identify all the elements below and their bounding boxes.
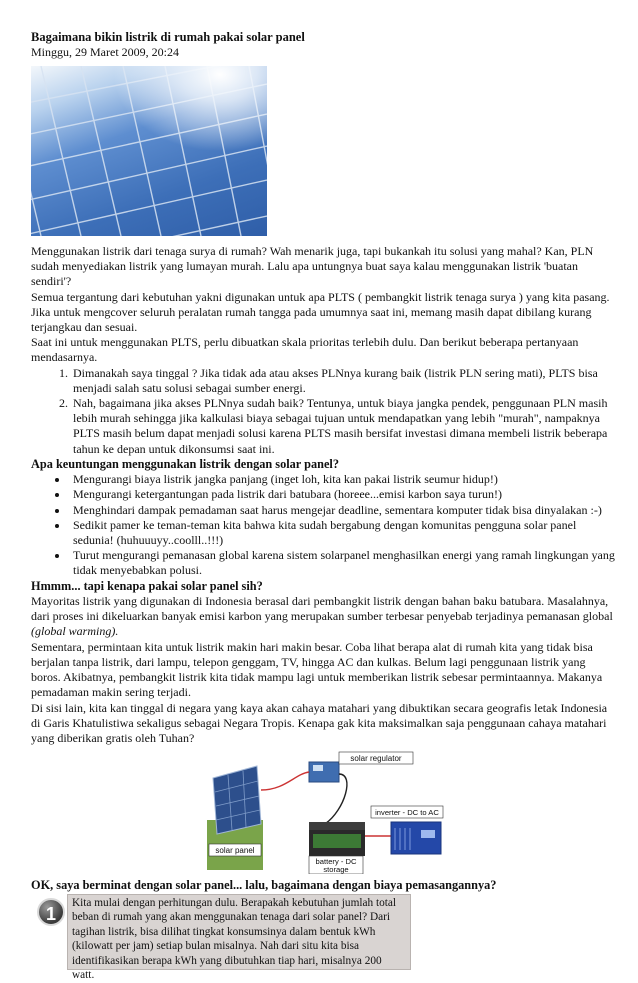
article <box>31 30 615 982</box>
step-callout <box>37 894 441 982</box>
list-item: • Turut mengurangi pemanasan global karena sistem solarpanel menghasilkan energi yang ramah lingkungan yang tidak menyebabkan polusi. <box>69 548 615 578</box>
intro-paragraph-2: Semua tergantung dari kebutuhan yakni digunakan untuk apa PLTS ( pembangkit listrik tenaga surya ) yang kita pasang. Jika untuk mengcover seluruh peralatan rumah tangga pada umumnya saat ini, memang masih dapat dibilang kurang terjangkau dan sesuai. <box>31 289 610 335</box>
regulator-label: solar regulator <box>350 754 402 764</box>
step-text: Kita mulai dengan perhitungan dulu. Berapakah kebutuhan jumlah total beban di rumah yang akan menggunakan tenaga dari solar panel? Dari tagihan listrik, bisa dilihat tingkat konsumsinya dalam bentuk kWh (kilowatt per jam) setiap bulan misalnya. Nah dari situ kita bisa identifikasikan berapa kWh yang dibutuhkan tiap hari, misalnya 200 watt. <box>67 894 411 970</box>
advantages-list <box>31 472 615 578</box>
solar-system-diagram <box>205 750 445 874</box>
questions-list <box>31 366 615 457</box>
battery-label-line-2: storage <box>323 865 349 875</box>
article-title: Bagaimana bikin listrik di rumah pakai solar panel <box>31 30 305 44</box>
list-item: • Mengurangi ketergantungan pada listrik dari batubara (horeee...emisi karbon saya turun!) <box>69 487 615 502</box>
intro-paragraph-1: Menggunakan listrik dari tenaga surya di rumah? Wah menarik juga, tapi bukankah itu solusi yang mahal? Kan, PLN sudah menyediakan listrik yang lumayan murah. Lalu apa untungnya buat saya kalau menggunakan listrik 'buatan sendiri'? <box>31 244 594 289</box>
list-item: • Mengurangi biaya listrik jangka panjang (inget loh, kita kan pakai listrik seumur hidup!) <box>69 472 615 487</box>
cost-heading: OK, saya berminat dengan solar panel... lalu, bagaimana dengan biaya pemasangannya? <box>31 878 497 893</box>
list-item: • Menghindari dampak pemadaman saat harus mengejar deadline, sementara komputer tidak bisa dinyalakan :-) <box>69 503 615 518</box>
why-heading: Hmmm... tapi kenapa pakai solar panel sih? <box>31 578 263 593</box>
panel-label: solar panel <box>215 846 255 856</box>
solar-panel-grid <box>31 66 267 236</box>
intro-paragraph-3: Saat ini untuk menggunakan PLTS, perlu dibuatkan skala prioritas terlebih dulu. Dan berikut beberapa pertanyaan mendasarnya. <box>31 335 579 365</box>
article-date: Minggu, 29 Maret 2009, 20:24 <box>31 45 179 59</box>
inverter-label: inverter - DC to AC <box>375 808 439 818</box>
solar-system-illustration <box>205 750 445 874</box>
list-item: 1. Dimanakah saya tinggal ? Jika tidak ada atau akses PLNnya kurang baik (listrik PLN sering mati), PLTS bisa menjadi salah satu solusi sebagai sumber energi. <box>71 366 615 396</box>
step-number-icon: 1 <box>37 898 65 926</box>
advantages-heading: Apa keuntungan menggunakan listrik dengan solar panel? <box>31 456 339 471</box>
why-paragraph-2: Sementara, permintaan kita untuk listrik makin hari makin besar. Coba lihat berapa alat di rumah kita yang tidak bisa berjalan tanpa listrik, dari lampu, telepon genggam, TV, hingga AC dan kulkas. Belum lagi penggunaan listrik yang boros. Akibatnya, pembangkit listrik kita tidak mampu lagi untuk memberikan listrik sebesar permintaannya. Makanya pemadaman makin sering terjadi. <box>31 639 603 700</box>
list-item: 2. Nah, bagaimana jika akses PLNnya sudah baik? Tentunya, untuk biaya jangka pendek, penggunaan PLN masih lebih murah sehingga jika kalkulasi biaya sebagai tujuan untuk mendapatkan yang lebih "murah", nampaknya PLTS masih belum dapat menjadi solusi karena PLTS masih bersifat investasi dimana membeli listrik beberapa tahun ke depan untuk dikonsumsi saat ini. <box>71 396 615 457</box>
list-item: • Sedikit pamer ke teman-teman kita bahwa kita sudah bergabung dengan komunitas pengguna solar panel sedunia! (huhuuuyy..coolll..!!!) <box>69 518 615 548</box>
why-paragraph-1-text: Mayoritas listrik yang digunakan di Indonesia berasal dari pembangkit listrik dengan bahan baku batubara. Masalahnya, dari proses ini dikeluarkan banyak emisi karbon yang merupakan sumber terbesar penyebab terjadinya pemanasan global <box>31 594 613 624</box>
why-paragraph-1 <box>31 594 615 640</box>
battery-label-line-1: battery - DC <box>315 857 357 867</box>
global-warming-term: (global warming). <box>31 624 119 639</box>
solar-panel-photo <box>31 66 267 236</box>
why-paragraph-3: Di sisi lain, kita kan tinggal di negara yang kaya akan cahaya matahari yang dibuktikan secara geografis letak Indonesia di Garis Khatulistiwa sekaligus sebagai Negara Tropis. Kenapa gak kita maksimalkan saja penggunaan cahaya matahari yang diberikan gratis oleh Tuhan? <box>31 700 608 745</box>
